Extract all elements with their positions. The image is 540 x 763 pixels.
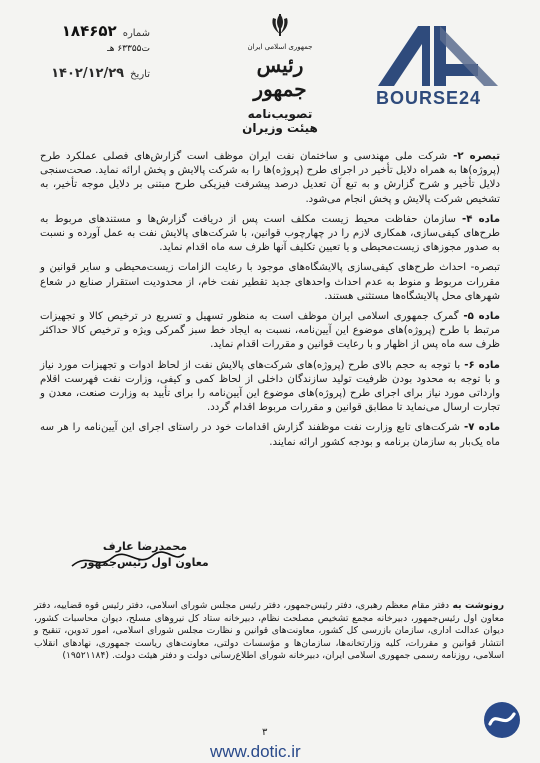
paragraph-heading: ماده ۵- xyxy=(458,311,501,323)
iran-emblem-icon xyxy=(267,12,293,38)
signatory-title: معاون اول رئیس‌جمهور xyxy=(81,556,209,569)
paragraph-text: سازمان حفاظت محیط زیست مکلف است پس از دریافت گزارش‌ها و مستندهای مربوط به طرح‌های کیفی‌سازی، همکاری لازم را در چهارچوب قوانین، با شرکت‌های پالایش نفت به عمل آورده و نسبت به صدور مجوزهای زیست‌محیطی و یا تعیین تکلیف آنها ظرف سه ماه اقدام نماید. xyxy=(40,213,500,254)
paragraph-article-6 xyxy=(40,359,500,416)
date-row xyxy=(20,66,150,88)
iran-emblem-header xyxy=(240,12,320,135)
emblem-title-secondary: تصویب‌نامه هیئت وزیران xyxy=(242,107,318,135)
signatory-name: محمدرضا عارف xyxy=(102,540,188,553)
paragraph-heading: ماده ۷- xyxy=(459,422,500,434)
paragraph-text: گمرک جمهوری اسلامی ایران موظف است به منظور تسهیل و تسریع در ترخیص کالا و تجهیزات مرتبط با طرح (پروژه)های موضوع این آیین‌نامه، نسبت به ایجاد خط سبز گمرکی ویژه و ترخیص کالا حداکثر ظرف سه ماه پس از اظهار و با رعایت قوانین و مقررات اقدام نماید. xyxy=(40,311,500,351)
page-number: ۳ xyxy=(262,727,268,738)
ref-value: ت۶۳۳۵۵ هـ xyxy=(107,44,150,54)
paragraph-heading: تبصره ۲- xyxy=(447,151,501,162)
footer-url-link[interactable]: www.dotic.ir xyxy=(210,742,301,761)
bourse24-logo-text: BOURSE24 xyxy=(376,88,482,108)
letter-meta xyxy=(20,22,150,88)
decree-body xyxy=(40,150,500,456)
paragraph-heading: ماده ۴- xyxy=(455,213,500,225)
number-row xyxy=(20,22,150,44)
bourse24-logo-icon xyxy=(368,24,508,124)
distribution-list xyxy=(34,600,504,663)
paragraph-note-2 xyxy=(40,150,500,207)
signature-block xyxy=(60,540,230,569)
distribution-code: (۱۹۵۲۱۱۸۴) xyxy=(62,650,110,662)
number-value: ۱۸۴۶۵۲ xyxy=(61,22,117,40)
date-value: ۱۴۰۲/۱۲/۲۹ xyxy=(51,66,125,81)
paragraph-text: شرکت ملی مهندسی و ساختمان نفت ایران موظف است گزارش‌های فصلی عملکرد طرح (پروژه)ها به همراه دلایل تأخیر در اجرای طرح (پروژه)ها را به شرکت پالایش و پخش ارائه نماید. صحت‌سنجی دلایل تأخیر و شرح گزارش و به تبع آن تعدیل درصد پیشرفت فیزیکی طرح مبتنی بر دلایل موجه تأخیر، به تشخیص شرکت پالایش و پخش انجام می‌شود. xyxy=(40,151,500,205)
paragraph-note xyxy=(40,261,500,304)
date-label: تاریخ xyxy=(130,69,150,80)
ref-row xyxy=(20,44,150,66)
paragraph-article-7 xyxy=(40,421,500,449)
paragraph-text: با توجه به حجم بالای طرح (پروژه)های شرکت‌های پالایش نفت از لحاظ ادوات و تجهیزات مورد نیاز و با توجه به محدود بودن ظرفیت تولید سازندگان داخلی از لحاظ کمی و کیفی، وزارت نفت فهرست اقلام وارداتی مورد نیاز برای اجرای طرح (پروژه)های موضوع این آیین‌نامه را برای تأیید به وزارت صنعت، معدن و تجارت ارسال می‌نماید تا مطابق قوانین و مقررات مربوط اقدام گردد. xyxy=(40,359,500,414)
dotic-logo-icon xyxy=(482,700,522,740)
paragraph-text: تبصره- احداث طرح‌های کیفی‌سازی پالایشگاه‌های موجود با رعایت الزامات زیست‌محیطی و سایر قوانین و مقررات مربوط و منوط به عدم احداث واحدهای جدید تقطیر نفت خام، از محدودیت استقرار صنایع در شعاع شهرهای محل پالایشگاه‌ها مستثنی هستند. xyxy=(40,262,500,302)
handwritten-signature-icon xyxy=(68,548,188,572)
distribution-text: دفتر مقام معظم رهبری، دفتر رئیس‌جمهور، دفتر رئیس مجلس شورای اسلامی، دفتر رئیس قوه قضاییه، دفتر معاون اول رئیس‌جمهور، دبیرخانه مجمع تشخیص مصلحت نظام، دبیرخانه ستاد کل نیروهای مسلح، دیوان محاسبات کشور، دیوان عدالت اداری، سازمان بازرسی کل کشور، معاونت‌های قوانین و نظارت مجلس شورای اسلامی، امور تدوین، تنقیح و انتشار قوانین و مقررات، کلیه وزارتخانه‌ها، سازمان‌ها و مؤسسات دولتی، معاونت‌های ریاست جمهوری، نهادهای انقلاب اسلامی، روزنامه رسمی جمهوری اسلامی ایران، دبیرخانه شورای اطلاع‌رسانی دولت و دفتر هیئت دولت. xyxy=(34,600,504,662)
emblem-subtitle: جمهوری اسلامی ایران xyxy=(247,43,313,51)
number-label: شماره xyxy=(122,28,150,39)
paragraph-text: شرکت‌های تابع وزارت نفت موظفند گزارش اقدامات خود در راستای اجرای این آیین‌نامه را هر سه ماه یک‌بار به سازمان برنامه و بودجه کشور ارائه نمایند. xyxy=(40,422,500,448)
paragraph-heading: ماده ۶- xyxy=(460,359,500,371)
distribution-heading: رونوشت به xyxy=(449,600,504,611)
paragraph-article-4 xyxy=(40,213,500,256)
paragraph-article-5 xyxy=(40,310,500,353)
emblem-title: رئیس جمهور xyxy=(253,53,307,101)
